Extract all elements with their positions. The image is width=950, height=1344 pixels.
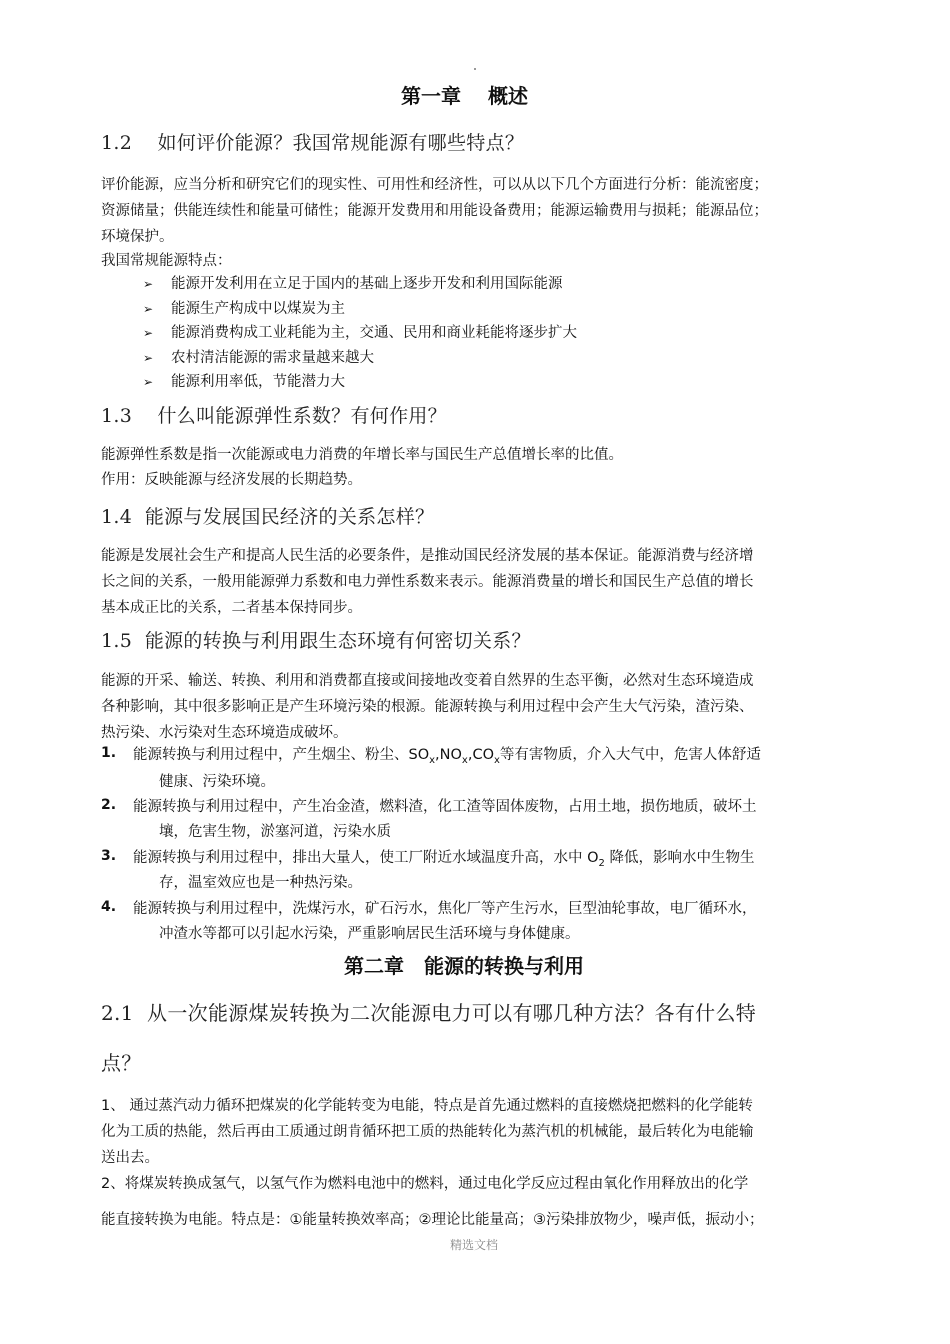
- arrow-bullet-icon: ➢: [143, 277, 154, 291]
- paragraph-line: 化为工质的热能，然后再由工质通过朗肯循环把工质的热能转化为蒸汽机的机械能，最后转化为电能输: [101, 1124, 754, 1140]
- arrow-bullet-icon: ➢: [143, 375, 154, 389]
- section-title: 如何评价能源？我国常规能源有哪些特点？: [157, 132, 525, 154]
- section-number: 1.3: [101, 405, 133, 427]
- list-number: 1.: [101, 745, 117, 761]
- section-1-2-heading: [101, 128, 524, 155]
- chapter-2-title: 第二章 能源的转换与利用: [344, 954, 584, 978]
- paragraph-line: 能直接转换为电能。特点是：①能量转换效率高；②理论比能量高；③污染排放物少，噪声低，振动小；: [101, 1212, 764, 1228]
- section-1-4-paragraph: [101, 543, 754, 621]
- subscript: x: [494, 754, 500, 766]
- section-number: 1.4: [101, 506, 133, 528]
- list-number: 2.: [101, 797, 117, 813]
- paragraph-line: 能源是发展社会生产和提高人民生活的必要条件，是推动国民经济发展的基本保证。能源消费与经济增: [101, 548, 754, 564]
- paragraph-line: 能源弹性系数是指一次能源或电力消费的年增长率与国民生产总值增长率的比值。: [101, 447, 623, 463]
- chapter-1-title: 第一章 概述: [401, 84, 528, 108]
- paragraph-line: 2、将煤炭转换成氢气，以氢气作为燃料电池中的燃料，通过电化学反应过程由氧化作用释放出的化学: [101, 1176, 749, 1192]
- paragraph-line: 评价能源，应当分析和研究它们的现实性、可用性和经济性，可以从以下几个方面进行分析：能流密度；: [101, 177, 768, 193]
- section-1-2-paragraph: [101, 172, 768, 272]
- section-number: 1.2: [101, 132, 133, 154]
- paragraph-line: 基本成正比的关系，二者基本保持同步。: [101, 600, 362, 616]
- paragraph-line: 我国常规能源特点：: [101, 253, 232, 269]
- subscript: x: [461, 754, 468, 766]
- list-item-continuation: 冲渣水等都可以引起水污染，严重影响居民生活环境与身体健康。: [159, 926, 580, 942]
- section-1-4-heading: [101, 502, 434, 529]
- section-2-1-paragraph: [101, 1093, 764, 1233]
- paragraph-line: 送出去。: [101, 1150, 159, 1166]
- page-footer: 精选文档: [450, 1238, 499, 1252]
- list-item: ➢ 能源开发利用在立足于国内的基础上逐步开发和利用国际能源: [143, 272, 577, 297]
- list-item: ➢ 能源利用率低，节能潜力大: [143, 370, 577, 395]
- list-item-continuation: 壤，危害生物，淤塞河道，污染水质: [159, 824, 391, 840]
- subscript: x: [429, 754, 436, 766]
- list-number: 3.: [101, 848, 117, 864]
- list-item-continuation: 健康、污染环境。: [159, 774, 275, 790]
- section-2-1-heading-continuation: 点？: [101, 1051, 142, 1075]
- bullet-list: [143, 272, 577, 395]
- list-item: ➢ 能源消费构成工业耗能为主，交通、民用和商业耗能将逐步扩大: [143, 321, 577, 346]
- paragraph-line: 1、 通过蒸汽动力循环把煤炭的化学能转变为电能，特点是首先通过燃料的直接燃烧把燃料的化学能转: [101, 1098, 753, 1114]
- section-number: 1.5: [101, 630, 133, 652]
- list-item: ➢ 能源生产构成中以煤炭为主: [143, 297, 577, 322]
- section-1-5-paragraph: [101, 668, 754, 746]
- document-page: 第一章 概述 1.2 如何评价能源？我国常规能源有哪些特点？ 评价能源，应当分析和研究它们的现实性、可用性和经济性，可以从以下几个方面进行分析：能流密度； 资源储量；供能连续性和能量可储性；能源开发费用和用能设备费用；能源运输费用与损耗；能源品位； 环境保护。 我国常规能源特点： ➢ 能源开发利用在立足于国内的基础上逐步开发和利用国际能源 ➢ 能源生产构成中以煤炭为主 ➢ 能源消费构成工业耗能为主，交通、民用和商业耗能将逐步扩大 ➢ 农村清洁能源的需求量越来越大 ➢ 能源利用率低，节能潜力大 1.3 什么叫能源弹性系数？有何作用？ 能源弹性系数是指一次能源或电力消费的年增长率与国民生产总值增长率的比值。 作用：反映能源与经济发展的长期趋势。 1.4 能源与发展国民经济的关系怎样？ 能源是发展社会生产和提高人民生活的必要条件，是推动国民经济发展的基本保证。能源消费与经济增 长之间的关系，一般用能源弹力系数和电力弹性系数来表示。能源消费量的增长和国民生产总值的增长 基本成正比的关系，二者基本保持同步。 1.5 能源的转换与利用跟生态环境有何密切关系？ 能源的开采、输送、转换、利用和消费都直接或间接地改变着自然界的生态平衡，必然对生态环境造成 各种影响，其中很多影响正是产生环境污染的根源。能源转换与利用过程中会产生大气污染，渣污染、 热污染、水污染对生态环境造成破坏。 1. 能源转换与利用过程中，产生烟尘、粉尘、$SO_x,NO_x,CO_x$等有害物质，介入大气中，危害人体舒适 健康、污染环境。 2. 能源转换与利用过程中，产生冶金渣，燃料渣，化工渣等固体废物，占用土地，损伤地质，破坏土 壤，危害生物，淤塞河道，污染水质 3. 能源转换与利用过程中，排出大量人，使工厂附近水域温度升高，水中 $O_2$ 降低，影响水中生物生 存，温室效应也是一种热污染。 4. 能源转换与利用过程中，洗煤污水，矿石污水，焦化厂等产生污水，巨型油轮事故，电厂循环水， 冲渣水等都可以引起水污染，严重影响居民生活环境与身体健康。 第二章 能源的转换与利用 2.1 从一次能源煤炭转换为二次能源电力可以有哪几种方法？各有什么特 点？ 1、 通过蒸汽动力循环把煤炭的化学能转变为电能，特点是首先通过燃料的直接燃烧把燃料的化学能转 化为工质的热能，然后再由工质通过朗肯循环把工质的热能转化为蒸汽机的机械能，最后转化为电能输 送出去。 2、将煤炭转换成氢气，以氢气作为燃料电池中的燃料，通过电化学反应过程由氧化作用释放出的化学 能直接转换为电能。特点是：①能量转换效率高；②理论比能量高；③污染排放物少，噪声低，振动小； 精选文档: [0, 0, 950, 1344]
- paragraph-line: 环境保护。: [101, 229, 174, 245]
- subscript: 2: [598, 857, 605, 869]
- top-mark: [474, 68, 476, 70]
- section-title: 能源的转换与利用跟生态环境有何密切关系？: [144, 630, 531, 652]
- paragraph-line: 作用：反映能源与经济发展的长期趋势。: [101, 472, 362, 488]
- list-item: ➢ 农村清洁能源的需求量越来越大: [143, 346, 577, 371]
- paragraph-line: 资源储量；供能连续性和能量可储性；能源开发费用和用能设备费用；能源运输费用与损耗；能源品位；: [101, 203, 768, 219]
- arrow-bullet-icon: ➢: [143, 350, 154, 365]
- paragraph-line: 热污染、水污染对生态环境造成破坏。: [101, 725, 348, 741]
- section-2-1-heading: [101, 997, 756, 1026]
- section-title: 从一次能源煤炭转换为二次能源电力可以有哪几种方法？各有什么特: [147, 1001, 757, 1025]
- paragraph-line: 能源的开采、输送、转换、利用和消费都直接或间接地改变着自然界的生态平衡，必然对生态环境造成: [101, 673, 754, 689]
- section-number: 2.1: [101, 1001, 134, 1025]
- paragraph-line: 长之间的关系，一般用能源弹力系数和电力弹性系数来表示。能源消费量的增长和国民生产总值的增长: [101, 574, 754, 590]
- section-1-3-heading: [101, 401, 447, 428]
- list-item-continuation: 存，温室效应也是一种热污染。: [159, 875, 362, 891]
- section-title: 能源与发展国民经济的关系怎样？: [144, 506, 435, 528]
- section-title: 什么叫能源弹性系数？有何作用？: [157, 405, 447, 427]
- paragraph-line: 各种影响，其中很多影响正是产生环境污染的根源。能源转换与利用过程中会产生大气污染，渣污染、: [101, 699, 754, 715]
- list-number: 4.: [101, 899, 117, 915]
- arrow-bullet-icon: ➢: [143, 326, 154, 340]
- section-1-5-heading: [101, 626, 531, 653]
- arrow-bullet-icon: ➢: [143, 301, 154, 316]
- section-1-3-paragraph: [101, 443, 623, 493]
